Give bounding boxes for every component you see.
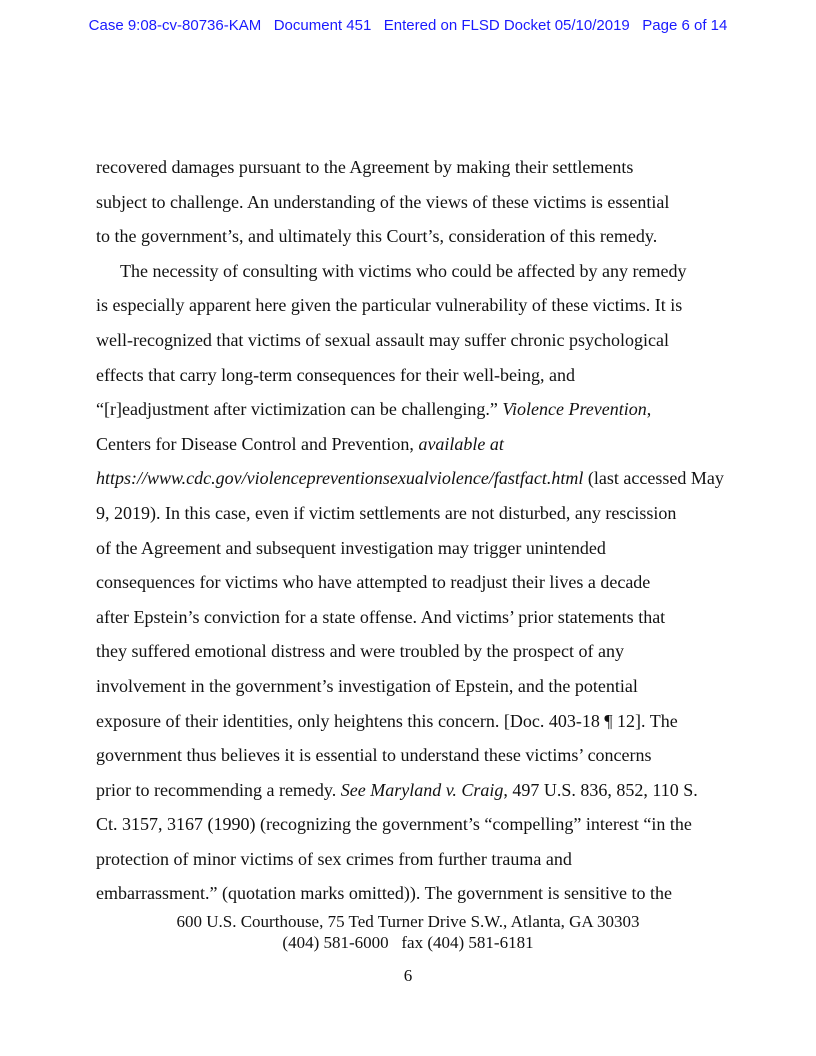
text-segment: effects that carry long-term consequences for their well-being, and [96,364,575,385]
text-segment: they suffered emotional distress and were troubled by the prospect of any [96,641,625,662]
docket-header-stamp: Case 9:08-cv-80736-KAM Document 451 Entered on FLSD Docket 05/10/2019 Page 6 of 14 [88,17,728,34]
text-line [96,288,726,323]
text-line [96,392,726,427]
text-line [96,185,726,220]
text-line [96,704,726,739]
text-line [96,634,726,669]
text-line [96,773,726,808]
page-number: 6 [403,966,413,985]
text-line [96,461,726,496]
italic-citation: Violence Prevention [502,399,647,420]
text-line [96,496,726,531]
text-segment: of the Agreement and subsequent investigation may trigger unintended [96,537,606,558]
italic-citation: See Maryland v. Craig [340,779,504,800]
text-segment: Centers for Disease Control and Prevention, [96,433,419,454]
text-segment: involvement in the government’s investigation of Epstein, and the potential [96,675,638,696]
text-line [96,150,726,185]
text-segment: is especially apparent here given the particular vulnerability of these victims. It is [96,295,683,316]
text-line [96,842,726,877]
text-segment: after Epstein’s conviction for a state offense. And victims’ prior statements that [96,606,666,627]
text-line [96,323,726,358]
text-line [96,738,726,773]
text-segment: 9, 2019). In this case, even if victim settlements are not disturbed, any rescission [96,502,677,523]
text-line [96,876,726,911]
text-segment: exposure of their identities, only heightens this concern. [Doc. 403-18 ¶ 12]. The [96,710,678,731]
text-segment: , 497 U.S. 836, 852, 110 S. [503,779,698,800]
text-line [96,531,726,566]
italic-citation: available at [418,433,504,454]
text-segment: “[r]eadjustment after victimization can be challenging.” [96,399,503,420]
text-segment: embarrassment.” (quotation marks omitted)). The government is sensitive to the [96,883,673,904]
text-line [96,807,726,842]
footer-phone: (404) 581-6000 fax (404) 581-6181 [282,933,534,952]
text-segment: , [646,399,652,420]
italic-citation: https://www.cdc.gov/violencepreventionsexualviolence/fastfact.html [96,468,584,489]
text-segment: (last accessed May [583,468,724,489]
text-line [96,427,726,462]
text-line [96,358,726,393]
text-segment: prior to recommending a remedy. [96,779,341,800]
text-segment: recovered damages pursuant to the Agreement by making their settlements [96,157,634,177]
text-segment: well-recognized that victims of sexual assault may suffer chronic psychological [96,329,669,350]
text-segment: Ct. 3157, 3167 (1990) (recognizing the government’s “compelling” interest “in the [96,814,692,835]
text-segment: protection of minor victims of sex crimes from further trauma and [96,848,572,869]
text-segment: consequences for victims who have attempted to readjust their lives a decade [96,572,651,593]
text-segment: to the government’s, and ultimately this Court’s, consideration of this remedy. [96,226,658,247]
text-line [96,219,726,254]
text-line [96,600,726,635]
text-segment: subject to challenge. An understanding of the views of these victims is essential [96,191,670,212]
footer-address: 600 U.S. Courthouse, 75 Ted Turner Drive S.W., Atlanta, GA 30303 [176,912,640,931]
text-line [96,254,726,289]
text-segment: government thus believes it is essential to understand these victims’ concerns [96,745,652,766]
text-line [96,565,726,600]
text-line [96,669,726,704]
text-segment: The necessity of consulting with victims who could be affected by any remedy [120,260,687,281]
body-text [96,150,726,911]
